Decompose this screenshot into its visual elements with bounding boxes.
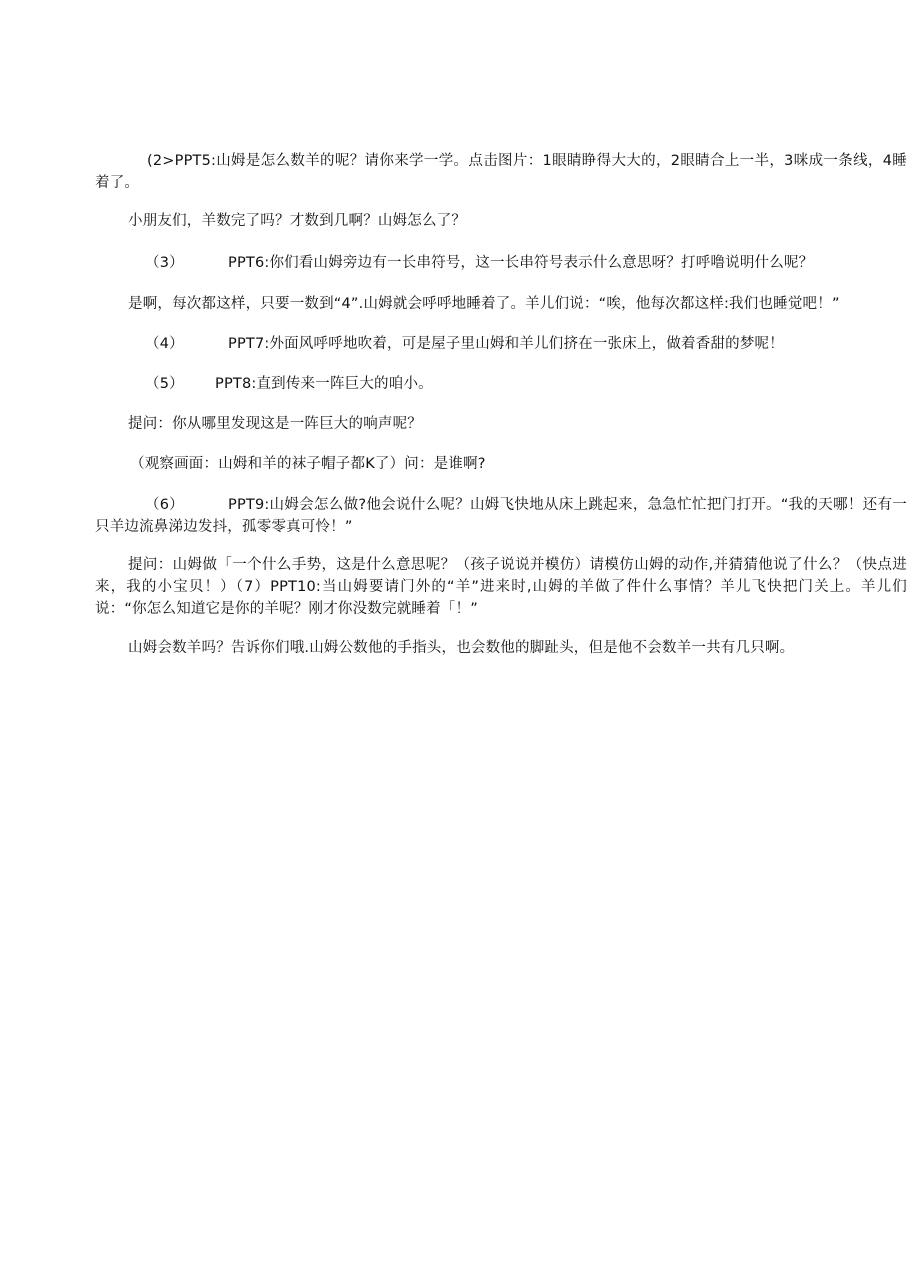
paragraph-ppt7 [95,333,907,355]
paragraph-ppt8 [95,373,907,395]
paragraph-ppt9 [95,494,907,538]
paragraph-question-sound [95,413,907,435]
paragraph-text: PPT7:外面风呼呼地吹着，可是屋子里山姆和羊儿们挤在一张床上，做着香甜的梦呢！ [228,336,784,352]
paragraph-ppt6 [95,252,907,274]
paragraph-text: （观察画面：山姆和羊的袜子帽子都K了）问：是谁啊? [130,456,486,472]
paragraph-conclusion [95,637,907,659]
paragraph-ppt5 [95,150,907,194]
step-number: （6） [145,497,184,513]
paragraph-text: (2>PPT5:山姆是怎么数羊的呢？请你来学一学。点击图片：1眼睛睁得大大的，2眼睛合上一半，3咪成一条线，4睡着了。 [95,153,907,191]
paragraph-ppt10 [95,554,907,620]
step-number: （5） [145,376,184,392]
paragraph-text: 是啊，每次都这样，只要一数到“4”.山姆就会呼呼地睡着了。羊儿们说：“唉，他每次都这样:我们也睡觉吧！” [128,296,840,312]
paragraph-text: 小朋友们，羊数完了吗？才数到几啊？山姆怎么了？ [128,213,467,229]
paragraph-text: PPT6:你们看山姆旁边有一长串符号，这一长串符号表示什么意思呀？打呼噜说明什么呢？ [228,255,814,271]
paragraph-text: 提问：山姆做「一个什么手势，这是什么意思呢？（孩子说说并模仿）请模仿山姆的动作,并猜猜他说了什么？（快点进来，我的小宝贝！）（7）PPT10:当山姆要请门外的“羊”进来时,山姆的羊做了件什么事情？羊儿飞快把门关上。羊儿们说：“你怎么知道它是你的羊呢？刚才你没数完就睡着「！” [95,557,907,617]
step-number: （3） [145,255,184,271]
paragraph-text: 提问：你从哪里发现这是一阵巨大的响声呢？ [128,416,422,432]
paragraph-text: PPT9:山姆会怎么做?他会说什么呢？山姆飞快地从床上跳起来，急急忙忙把门打开。“我的天哪！还有一只羊边流鼻涕边发抖，孤零零真可怜！” [95,497,907,535]
paragraph-text: PPT8:直到传来一阵巨大的咱小。 [215,376,433,392]
paragraph-text: 山姆会数羊吗？告诉你们哦.山姆公数他的手指头，也会数他的脚趾头，但是他不会数羊一共有几只啊。 [128,640,795,656]
paragraph-explanation [95,293,907,315]
paragraph-observe [95,453,907,475]
step-number: （4） [145,336,184,352]
paragraph-question-count [95,210,907,232]
